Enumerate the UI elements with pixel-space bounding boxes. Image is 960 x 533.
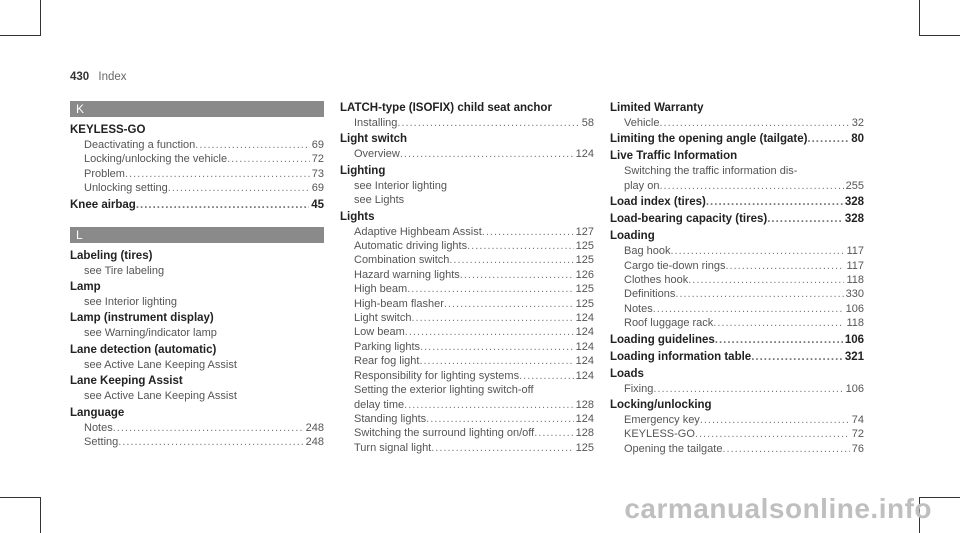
- subentry[interactable]: [354, 412, 594, 426]
- dot-leader: [713, 316, 844, 330]
- page-header: [70, 71, 127, 83]
- dot-leader: [534, 426, 573, 440]
- index-heading: KEYLESS-GO: [70, 124, 146, 136]
- page-ref: 125: [575, 240, 594, 253]
- subentry-text: Definitions: [624, 288, 676, 301]
- subentry-text: delay time: [354, 398, 405, 411]
- subentry-crossref: Switching the traffic information dis-: [624, 165, 798, 178]
- heading-text: Loading guidelines: [610, 333, 715, 346]
- subentry[interactable]: [624, 442, 864, 456]
- subentries: [70, 326, 324, 340]
- subentry-crossref: see Warning/indicator lamp: [84, 327, 217, 340]
- subentries: [70, 138, 324, 196]
- page-ref: 117: [846, 245, 864, 258]
- dot-leader: [113, 421, 304, 435]
- subentry[interactable]: [354, 239, 594, 253]
- heading-text: Loading information table: [610, 350, 752, 363]
- dot-leader: [419, 354, 573, 368]
- page-ref: 128: [575, 398, 594, 411]
- subentry-text: Bag hook: [624, 245, 671, 258]
- index-entry: [340, 164, 594, 208]
- index-heading: Locking/unlocking: [610, 399, 712, 412]
- dot-leader: [444, 297, 574, 311]
- crop-mark: [0, 35, 40, 36]
- subentry-text: Hazard warning lights: [354, 268, 460, 281]
- dot-leader: [420, 340, 574, 354]
- page-number: 430: [70, 71, 90, 83]
- subentry-crossref: see Lights: [354, 194, 405, 207]
- subentry-text: Switching the surround lighting on/off: [354, 427, 535, 440]
- subentry[interactable]: [624, 287, 864, 301]
- index-entry: [340, 132, 594, 161]
- page-ref: 125: [575, 297, 594, 310]
- index-entry: [610, 132, 864, 147]
- index-heading: LATCH-type (ISOFIX) child seat anchor: [340, 102, 552, 114]
- dot-leader: [670, 244, 844, 258]
- heading-text: Knee airbag: [70, 198, 136, 211]
- page-ref: 124: [575, 312, 594, 325]
- page-ref: 124: [575, 369, 594, 382]
- subentry-text: Notes: [624, 302, 653, 315]
- dot-leader: [397, 116, 579, 130]
- subentry-crossref: see Active Lane Keeping Assist: [84, 390, 237, 403]
- dot-leader: [411, 311, 573, 325]
- subentry-text: Problem: [84, 167, 125, 180]
- page-ref: 125: [575, 283, 594, 296]
- subentry-text: Roof luggage rack: [624, 317, 714, 330]
- dot-leader: [136, 198, 309, 213]
- subentry-text: Low beam: [354, 326, 405, 339]
- subentry[interactable]: [354, 253, 594, 267]
- subentry-text: Overview: [354, 148, 400, 161]
- page-ref: 125: [575, 441, 594, 454]
- dot-leader: [405, 325, 574, 339]
- index-entry: [70, 123, 324, 196]
- page-ref: 124: [575, 355, 594, 368]
- subentry[interactable]: [354, 282, 594, 296]
- index-heading: Lights: [340, 210, 375, 223]
- dot-leader: [431, 441, 573, 455]
- index-heading[interactable]: [610, 333, 864, 348]
- dot-leader: [407, 282, 573, 296]
- dot-leader: [519, 369, 574, 383]
- subentry-crossref: see Active Lane Keeping Assist: [84, 358, 237, 371]
- index-column-2: [340, 101, 594, 457]
- watermark: carmanualsonline.info: [624, 493, 932, 524]
- subentry-crossref: see Interior lighting: [354, 179, 447, 192]
- dot-leader: [460, 268, 574, 282]
- dot-leader: [722, 442, 849, 456]
- subentry[interactable]: [624, 316, 864, 330]
- subentry[interactable]: [624, 244, 864, 258]
- subentry-text: High-beam flasher: [354, 297, 444, 310]
- index-entry: [610, 101, 864, 130]
- subentry-crossref: see Interior lighting: [84, 296, 177, 309]
- crop-mark: [920, 35, 960, 36]
- index-entry: [610, 149, 864, 193]
- page-ref: 127: [575, 225, 594, 238]
- index-column-3: [610, 101, 864, 458]
- dot-leader: [227, 152, 310, 166]
- subentry[interactable]: [624, 413, 864, 427]
- page-ref: 69: [311, 182, 324, 195]
- page-ref: 124: [575, 148, 594, 161]
- subentry[interactable]: [354, 426, 594, 440]
- subentries: [70, 264, 324, 278]
- subentries: [70, 421, 324, 450]
- page-ref: 124: [575, 340, 594, 353]
- subentry-crossref: Setting the exterior lighting switch-off: [354, 384, 534, 397]
- page-ref: 76: [851, 442, 864, 455]
- index-heading: Live Traffic Information: [610, 150, 738, 163]
- index-heading: Lane Keeping Assist: [70, 375, 183, 388]
- section-letter-bar: K: [70, 101, 324, 117]
- dot-leader: [688, 273, 844, 287]
- heading-text: Limiting the opening angle (tailgate): [610, 133, 808, 146]
- subentry-text: Light switch: [354, 312, 412, 325]
- index-entry: [610, 350, 864, 365]
- subentry[interactable]: [84, 152, 324, 166]
- page-ref: 117: [846, 259, 864, 272]
- dot-leader: [653, 302, 844, 316]
- subentries: [340, 147, 594, 161]
- page-ref: 248: [305, 421, 324, 434]
- subentry[interactable]: [354, 297, 594, 311]
- dot-leader: [751, 350, 843, 365]
- subentry[interactable]: [624, 273, 864, 287]
- heading-text: Load-bearing capacity (tires): [610, 213, 768, 226]
- dot-leader: [675, 287, 843, 301]
- index-heading: Lamp (instrument display): [70, 312, 214, 325]
- index-entry: [610, 212, 864, 227]
- dot-leader: [659, 179, 843, 193]
- index-entry: [70, 198, 324, 213]
- page-ref: 32: [851, 117, 864, 129]
- page-ref: 118: [846, 274, 864, 287]
- crop-mark: [919, 0, 920, 36]
- index-entry: [70, 280, 324, 309]
- subentry[interactable]: [624, 179, 864, 193]
- dot-leader: [400, 147, 574, 161]
- page-ref: 80: [851, 133, 864, 146]
- index-heading[interactable]: [610, 350, 864, 365]
- subentry[interactable]: [84, 421, 324, 435]
- index-entry: [610, 367, 864, 396]
- subentry-text: Emergency key: [624, 414, 700, 427]
- subentry-text: Notes: [84, 421, 113, 434]
- page-ref: 45: [311, 198, 324, 211]
- subentries: [610, 164, 864, 193]
- subentry[interactable]: [354, 325, 594, 339]
- subentries: [70, 389, 324, 403]
- subentry-text: Locking/unlocking the vehicle: [84, 153, 228, 166]
- index-heading[interactable]: [610, 195, 864, 210]
- dot-leader: [118, 435, 303, 449]
- page-ref: 106: [845, 302, 864, 315]
- index-entry: [610, 333, 864, 348]
- subentry-text: Cargo tie-down rings: [624, 259, 726, 272]
- subentries: [610, 382, 864, 396]
- page-ref: 73: [311, 167, 324, 180]
- page-ref: 321: [844, 350, 864, 363]
- subentry[interactable]: [84, 435, 324, 449]
- index-entry: [340, 101, 594, 130]
- subentry-text: Vehicle: [624, 117, 660, 129]
- subentries: [70, 358, 324, 372]
- subentries: [340, 225, 594, 456]
- crop-mark: [0, 497, 40, 498]
- heading-text: Load index (tires): [610, 196, 706, 209]
- page-ref: 69: [311, 139, 324, 151]
- index-entry: [70, 374, 324, 403]
- index-heading[interactable]: [610, 132, 864, 147]
- subentry-text: Opening the tailgate: [624, 442, 723, 455]
- subentry-text: Turn signal light: [354, 441, 432, 454]
- index-entry: [70, 406, 324, 450]
- subentry[interactable]: [354, 398, 594, 412]
- subentries: [340, 116, 594, 130]
- subentry-text: Parking lights: [354, 340, 421, 353]
- subentry[interactable]: [354, 116, 594, 130]
- subentry-text: Combination switch: [354, 254, 450, 267]
- subentry-text: play on: [624, 179, 660, 192]
- index-heading: Labeling (tires): [70, 249, 153, 262]
- index-entry: [610, 229, 864, 330]
- page-ref: 328: [844, 213, 864, 226]
- page-ref: 106: [844, 333, 864, 346]
- subentry[interactable]: [624, 382, 864, 396]
- subentry-text: Unlocking setting: [84, 182, 168, 195]
- page-ref: 74: [851, 414, 864, 427]
- dot-leader: [168, 181, 310, 195]
- subentry[interactable]: [84, 181, 324, 195]
- dot-leader: [706, 195, 843, 210]
- page-ref: 255: [845, 179, 864, 192]
- page-ref: 58: [581, 117, 594, 129]
- subentries: [610, 244, 864, 330]
- section-letter-bar: L: [70, 227, 324, 243]
- index-heading: Light switch: [340, 133, 408, 146]
- subentry[interactable]: [354, 441, 594, 455]
- index-entry: [70, 343, 324, 372]
- subentry-text: Setting: [84, 436, 119, 449]
- page-ref: 124: [575, 412, 594, 425]
- index-heading[interactable]: [610, 212, 864, 227]
- page-ref: 126: [575, 268, 594, 281]
- subentries: [610, 116, 864, 130]
- subentries: [70, 295, 324, 309]
- subentry[interactable]: [354, 354, 594, 368]
- subentry[interactable]: [84, 138, 324, 152]
- page-ref: 124: [575, 326, 594, 339]
- dot-leader: [807, 132, 849, 147]
- page-ref: 72: [311, 153, 324, 166]
- page-ref: 72: [851, 428, 864, 441]
- index-entry: [340, 210, 594, 456]
- dot-leader: [467, 239, 574, 253]
- index-entry: [610, 398, 864, 456]
- subentry-text: Responsibility for lighting systems: [354, 369, 520, 382]
- dot-leader: [404, 398, 574, 412]
- dot-leader: [700, 413, 850, 427]
- subentry[interactable]: [624, 259, 864, 273]
- index-heading: Limited Warranty: [610, 102, 704, 114]
- subentry[interactable]: [354, 369, 594, 383]
- dot-leader: [726, 259, 845, 273]
- index-heading: Lane detection (automatic): [70, 343, 217, 356]
- page-ref: 128: [575, 427, 594, 440]
- subentry-text: KEYLESS-GO: [624, 428, 695, 441]
- page-ref: 248: [305, 436, 324, 449]
- subentry[interactable]: [84, 167, 324, 181]
- index-heading: Lighting: [340, 164, 386, 177]
- crop-mark: [40, 497, 41, 533]
- dot-leader: [653, 382, 843, 396]
- dot-leader: [715, 333, 843, 348]
- page-label: Index: [98, 71, 127, 83]
- subentries: [610, 413, 864, 456]
- subentry-text: Fixing: [624, 382, 654, 395]
- subentry[interactable]: [354, 311, 594, 325]
- subentry-text: Automatic driving lights: [354, 240, 468, 253]
- page-ref: 330: [845, 288, 864, 301]
- index-entry: [70, 311, 324, 340]
- subentry[interactable]: [624, 302, 864, 316]
- dot-leader: [195, 138, 309, 152]
- subentry[interactable]: [624, 116, 864, 130]
- subentry-text: Deactivating a function: [84, 139, 196, 151]
- subentry[interactable]: [354, 147, 594, 161]
- index-heading[interactable]: [70, 198, 324, 213]
- page-ref: 118: [846, 317, 864, 330]
- subentry[interactable]: [624, 427, 864, 441]
- subentry[interactable]: [354, 225, 594, 239]
- subentry[interactable]: [354, 268, 594, 282]
- dot-leader: [659, 116, 849, 130]
- subentry-text: High beam: [354, 283, 408, 296]
- dot-leader: [125, 167, 310, 181]
- subentry-text: Adaptive Highbeam Assist: [354, 225, 482, 238]
- page-ref: 125: [575, 254, 594, 267]
- subentry-text: Installing: [354, 117, 398, 129]
- crop-mark: [40, 0, 41, 36]
- page-ref: 106: [845, 382, 864, 395]
- index-heading: Language: [70, 406, 125, 419]
- dot-leader: [449, 253, 573, 267]
- subentry[interactable]: [354, 340, 594, 354]
- dot-leader: [695, 427, 850, 441]
- index-entry: [70, 249, 324, 278]
- subentry-text: Standing lights: [354, 412, 427, 425]
- subentry-text: Rear fog light: [354, 355, 420, 368]
- index-heading: Loading: [610, 230, 655, 243]
- page-ref: 328: [844, 196, 864, 209]
- subentry-text: Clothes hook: [624, 274, 689, 287]
- index-heading: Loads: [610, 367, 644, 380]
- dot-leader: [426, 412, 573, 426]
- index-heading: Lamp: [70, 281, 101, 294]
- dot-leader: [767, 212, 843, 227]
- index-column-1: [70, 101, 324, 451]
- dot-leader: [482, 225, 574, 239]
- index-entry: [610, 195, 864, 210]
- subentries: [340, 179, 594, 208]
- subentry-crossref: see Tire labeling: [84, 264, 165, 277]
